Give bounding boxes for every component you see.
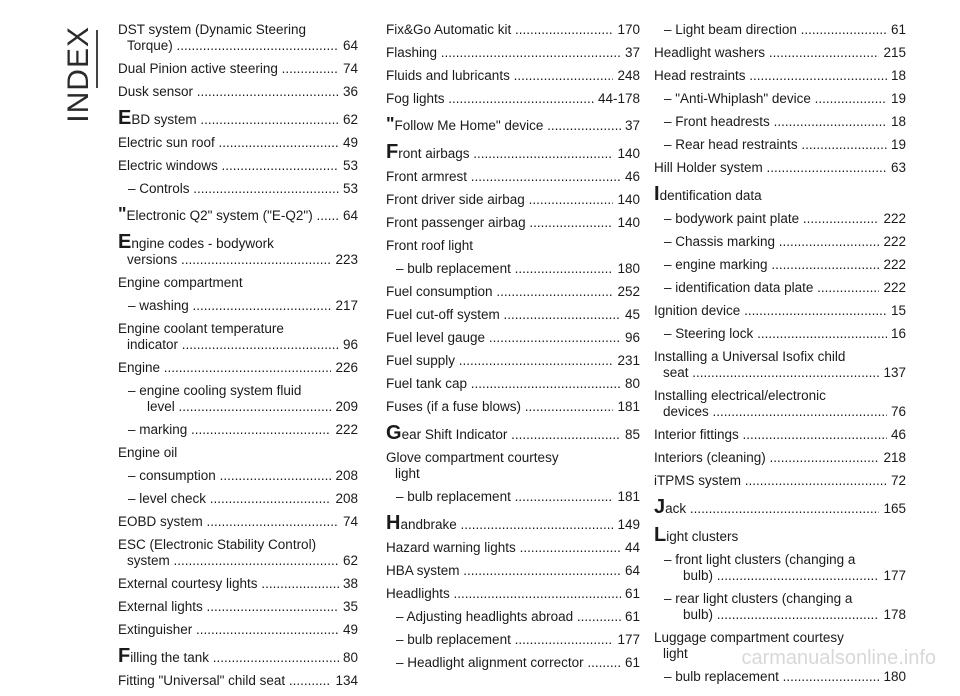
- index-entry: [654, 326, 906, 342]
- entry-label: – bulb replacement: [396, 261, 511, 276]
- entry-label: Headlight washers: [654, 45, 766, 60]
- page-number: 177: [883, 568, 906, 583]
- index-entry: [386, 540, 640, 556]
- page-number: 218: [883, 450, 906, 465]
- entry-label: Dual Pinion active steering: [118, 61, 278, 76]
- entry-label: – rear light clusters (changing a: [664, 591, 853, 606]
- page-number: 18: [890, 68, 906, 83]
- page-number: 181: [617, 399, 640, 414]
- index-entry: [118, 275, 358, 291]
- index-entry: [386, 376, 640, 392]
- entry-label: Interior fittings: [654, 427, 739, 442]
- entry-label: Installing electrical/electronic: [654, 388, 826, 403]
- entry-label: Fuses (if a fuse blows): [386, 399, 522, 414]
- index-entry: [386, 284, 640, 300]
- index-entry: [118, 468, 358, 484]
- entry-label: Glove compartment courtesy: [386, 450, 559, 465]
- index-letter: F: [118, 648, 131, 666]
- entry-label: DST system (Dynamic Steering: [118, 22, 307, 37]
- index-letter: J: [654, 499, 666, 517]
- index-entry: [386, 655, 640, 671]
- page-number: 165: [883, 501, 906, 516]
- index-entry: [386, 609, 640, 625]
- entry-label: – level check: [128, 491, 207, 506]
- entry-label: Dusk sensor: [118, 84, 194, 99]
- entry-label: light: [663, 646, 688, 661]
- index-entry: [118, 422, 358, 438]
- entry-label: – Controls: [128, 181, 190, 196]
- index-entry: [386, 91, 640, 107]
- page-number: 63: [890, 160, 906, 175]
- page-number: 36: [342, 84, 358, 99]
- entry-label: Fuel tank cap: [386, 376, 468, 391]
- index-entry: [654, 91, 906, 107]
- entry-label: Fuel cut-off system: [386, 307, 500, 322]
- page-number: 96: [342, 337, 358, 352]
- page-number: 80: [342, 650, 358, 665]
- entry-label: ESC (Electronic Stability Control): [118, 537, 317, 552]
- index-entry: [386, 68, 640, 84]
- entry-label: – identification data plate: [664, 280, 814, 295]
- index-entry: [118, 673, 358, 689]
- page-number: 64: [342, 208, 358, 223]
- entry-label: Engine oil: [118, 445, 178, 460]
- index-entry: [118, 158, 358, 174]
- page-number: 222: [883, 257, 906, 272]
- index-entry: [118, 576, 358, 592]
- index-entry: [654, 427, 906, 443]
- index-letter: G: [386, 425, 402, 443]
- page-number: 16: [890, 326, 906, 341]
- index-entry: [654, 68, 906, 84]
- page-number: 61: [890, 22, 906, 37]
- page-number: 85: [624, 427, 640, 442]
- entry-label: Front roof light: [386, 238, 474, 253]
- page-number: 49: [342, 622, 358, 637]
- entry-label: andbrake: [400, 517, 457, 532]
- index-entry: [386, 353, 640, 369]
- entry-label: Fitting "Universal" child seat: [118, 673, 286, 688]
- entry-label: HBA system: [386, 563, 460, 578]
- page-number: 49: [342, 135, 358, 150]
- index-entry: [386, 515, 640, 533]
- page-number: 18: [890, 114, 906, 129]
- entry-label: illing the tank: [130, 650, 210, 665]
- index-entry: [118, 22, 358, 54]
- page-number: 64: [624, 563, 640, 578]
- entry-label: level: [147, 399, 175, 414]
- index-letter: F: [386, 144, 399, 162]
- index-letter: E: [118, 110, 132, 128]
- index-entry: [118, 321, 358, 353]
- index-entry: [118, 110, 358, 128]
- index-entry: [654, 211, 906, 227]
- page-number: 38: [342, 576, 358, 591]
- index-entry: [386, 261, 640, 277]
- index-entry: [386, 307, 640, 323]
- entry-label: ront airbags: [398, 146, 470, 161]
- page-number: 140: [617, 192, 640, 207]
- page-number: 140: [617, 215, 640, 230]
- index-entry: [118, 298, 358, 314]
- page-number: 178: [883, 607, 906, 622]
- page-number: 222: [883, 280, 906, 295]
- page-number: 140: [617, 146, 640, 161]
- page-number: 74: [342, 514, 358, 529]
- index-entry: [654, 137, 906, 153]
- index-entry: [386, 425, 640, 443]
- entry-label: iTPMS system: [654, 473, 742, 488]
- entry-label: – "Anti-Whiplash" device: [664, 91, 811, 106]
- index-entry: [118, 383, 358, 415]
- index-entry: [118, 61, 358, 77]
- entry-label: – Headlight alignment corrector: [396, 655, 584, 670]
- page-number: 137: [883, 365, 906, 380]
- entry-label: – bulb replacement: [396, 489, 511, 504]
- page-number: 222: [883, 211, 906, 226]
- entry-label: Extinguisher: [118, 622, 193, 637]
- entry-label: Fog lights: [386, 91, 445, 106]
- index-entry: [386, 117, 640, 134]
- index-entry: [654, 524, 906, 546]
- page-number: 76: [890, 404, 906, 419]
- index-entry: [118, 514, 358, 530]
- index-entry: [654, 303, 906, 319]
- page-number: 215: [883, 45, 906, 60]
- page-number: 61: [624, 609, 640, 624]
- entry-label: – Chassis marking: [664, 234, 776, 249]
- entry-label: ear Shift Indicator: [401, 427, 508, 442]
- index-entry: [654, 669, 906, 685]
- page-number: 80: [624, 376, 640, 391]
- page-number: 35: [342, 599, 358, 614]
- index-entry: [654, 234, 906, 250]
- index-entry: [386, 586, 640, 602]
- index-entry: [118, 181, 358, 197]
- index-entry: [386, 144, 640, 162]
- index-entry: [654, 349, 906, 381]
- entry-label: – bulb replacement: [396, 632, 511, 647]
- page-number: 231: [617, 353, 640, 368]
- entry-label: Follow Me Home" device: [394, 118, 544, 133]
- index-entry: [386, 22, 640, 38]
- page-number: 46: [890, 427, 906, 442]
- entry-label: dentification data: [659, 188, 762, 203]
- index-entry: [118, 231, 358, 268]
- page-number: 72: [890, 473, 906, 488]
- index-entry: [654, 552, 906, 584]
- entry-label: Engine coolant temperature: [118, 321, 284, 336]
- entry-label: Engine: [118, 360, 161, 375]
- page-number: 209: [335, 399, 358, 414]
- entry-label: Electric windows: [118, 158, 218, 173]
- index-entry: [654, 280, 906, 296]
- index-entry: [654, 499, 906, 517]
- entry-label: versions: [127, 252, 178, 267]
- entry-label: bulb): [683, 607, 714, 622]
- page-number: 45: [624, 307, 640, 322]
- index-entry: [654, 45, 906, 61]
- page-number: 15: [890, 303, 906, 318]
- index-entry: [386, 489, 640, 505]
- index-letter: H: [386, 515, 401, 533]
- entry-label: light: [395, 466, 420, 481]
- entry-label: Headlights: [386, 586, 450, 601]
- page-number: 64: [342, 38, 358, 53]
- entry-label: Fuel consumption: [386, 284, 493, 299]
- index-entry: [386, 45, 640, 61]
- index-letter: I: [654, 183, 660, 205]
- index-column-2: [386, 22, 640, 678]
- index-entry: [118, 491, 358, 507]
- entry-label: – bulb replacement: [664, 669, 779, 684]
- entry-label: Fuel level gauge: [386, 330, 486, 345]
- page-number: 180: [883, 669, 906, 684]
- index-entry: [118, 537, 358, 569]
- entry-label: EOBD system: [118, 514, 203, 529]
- page-number: 177: [617, 632, 640, 647]
- index-entry: [654, 160, 906, 176]
- index-entry: [118, 84, 358, 100]
- page-number: 226: [335, 360, 358, 375]
- page-number: 222: [883, 234, 906, 249]
- index-entry: [118, 599, 358, 615]
- entry-label: – engine marking: [664, 257, 768, 272]
- entry-label: – Adjusting headlights abroad: [396, 609, 574, 624]
- entry-label: Torque): [127, 38, 173, 53]
- index-letter: L: [654, 524, 667, 546]
- page-number: 44: [624, 540, 640, 555]
- entry-label: Fluids and lubricants: [386, 68, 510, 83]
- entry-label: Installing a Universal Isofix child: [654, 349, 846, 364]
- index-entry: [118, 360, 358, 376]
- entry-label: Fix&Go Automatic kit: [386, 22, 512, 37]
- page-number: 217: [335, 298, 358, 313]
- index-entry: [654, 114, 906, 130]
- entry-label: Flashing: [386, 45, 438, 60]
- entry-label: Engine compartment: [118, 275, 243, 290]
- entry-label: Ignition device: [654, 303, 741, 318]
- page-number: 53: [342, 158, 358, 173]
- entry-label: External lights: [118, 599, 203, 614]
- quote-mark: ": [118, 207, 127, 224]
- entry-label: – marking: [128, 422, 188, 437]
- index-column-1: [118, 22, 358, 696]
- page-number: 37: [624, 45, 640, 60]
- index-entry: [386, 169, 640, 185]
- entry-label: Front passenger airbag: [386, 215, 526, 230]
- index-entry: [118, 622, 358, 638]
- index-entry: [654, 591, 906, 623]
- entry-label: – washing: [128, 298, 189, 313]
- entry-label: Hazard warning lights: [386, 540, 516, 555]
- index-entry: [118, 207, 358, 224]
- page-number: 19: [890, 91, 906, 106]
- entry-label: Hill Holder system: [654, 160, 763, 175]
- entry-label: indicator: [127, 337, 179, 352]
- entry-label: Luggage compartment courtesy: [654, 630, 844, 645]
- entry-label: ack: [665, 501, 687, 516]
- page-number: 44-178: [597, 91, 640, 106]
- quote-mark: ": [386, 117, 395, 134]
- page-number: 37: [624, 118, 640, 133]
- entry-label: – Light beam direction: [664, 22, 797, 37]
- entry-label: Interiors (cleaning): [654, 450, 766, 465]
- entry-label: – Front headrests: [664, 114, 770, 129]
- page-number: 74: [342, 61, 358, 76]
- entry-label: Head restraints: [654, 68, 746, 83]
- index-letter: E: [118, 231, 132, 253]
- index-column-3: [654, 22, 906, 692]
- index-entry: [654, 22, 906, 38]
- entry-label: Electronic Q2" system ("E-Q2"): [126, 208, 313, 223]
- page-number: 61: [624, 655, 640, 670]
- index-entry: [654, 473, 906, 489]
- index-entry: [386, 238, 640, 254]
- index-entry: [386, 215, 640, 231]
- index-entry: [386, 192, 640, 208]
- entry-label: Fuel supply: [386, 353, 456, 368]
- page-number: 149: [617, 517, 640, 532]
- entry-label: – Steering lock: [664, 326, 754, 341]
- index-entry: [118, 648, 358, 666]
- entry-label: Front armrest: [386, 169, 468, 184]
- entry-label: – bodywork paint plate: [664, 211, 800, 226]
- page-number: 208: [335, 468, 358, 483]
- page-number: 19: [890, 137, 906, 152]
- index-entry: [386, 632, 640, 648]
- index-entry: [386, 399, 640, 415]
- index-entry: [386, 563, 640, 579]
- entry-label: – Rear head restraints: [664, 137, 798, 152]
- page-number: 180: [617, 261, 640, 276]
- page-number: 96: [624, 330, 640, 345]
- entry-label: ngine codes - bodywork: [131, 236, 274, 251]
- index-entry: [118, 445, 358, 461]
- index-section-title: INDEX: [62, 26, 95, 123]
- entry-label: ight clusters: [666, 529, 739, 544]
- entry-label: system: [127, 553, 170, 568]
- page-number: 134: [335, 673, 358, 688]
- entry-label: – engine cooling system fluid: [128, 383, 302, 398]
- entry-label: Front driver side airbag: [386, 192, 525, 207]
- index-entry: [654, 388, 906, 420]
- index-entry: [386, 330, 640, 346]
- index-entry: [654, 450, 906, 466]
- entry-label: seat: [663, 365, 689, 380]
- page-number: 46: [624, 169, 640, 184]
- section-divider: [96, 30, 98, 88]
- watermark: carmanualsonline.info: [741, 647, 936, 669]
- entry-label: Electric sun roof: [118, 135, 215, 150]
- page-number: 170: [617, 22, 640, 37]
- entry-label: External courtesy lights: [118, 576, 258, 591]
- index-entry: [118, 135, 358, 151]
- entry-label: BD system: [131, 112, 197, 127]
- index-entry: [654, 257, 906, 273]
- entry-label: bulb): [683, 568, 714, 583]
- index-entry: [386, 450, 640, 482]
- entry-label: – consumption: [128, 468, 216, 483]
- entry-label: devices: [663, 404, 709, 419]
- page-number: 181: [617, 489, 640, 504]
- page-number: 248: [617, 68, 640, 83]
- page-number: 53: [342, 181, 358, 196]
- page-number: 252: [617, 284, 640, 299]
- page-number: 223: [335, 252, 358, 267]
- index-entry: [654, 183, 906, 205]
- page-number: 61: [624, 586, 640, 601]
- page-number: 62: [342, 112, 358, 127]
- page-number: 222: [335, 422, 358, 437]
- page-number: 62: [342, 553, 358, 568]
- page-number: 208: [335, 491, 358, 506]
- entry-label: – front light clusters (changing a: [664, 552, 856, 567]
